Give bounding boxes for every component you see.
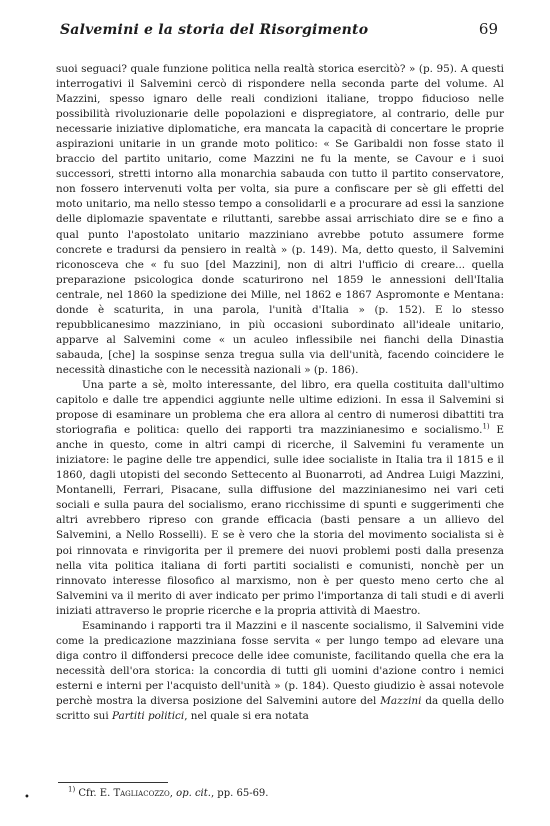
paragraph-2-text: Una parte a sè, molto interessante, del libro, era quella costituita dall'ultimo capitolo e dalle tre appendici aggiunte nelle ultime edizioni. In essa il Salvemini si propose di esaminare un problema che era allora al centro di numerosi dibattiti tra storiografia e politica: quello dei rapporti tra mazzinianesimo e socialismo. (56, 378, 504, 437)
page-header (60, 20, 498, 38)
paragraph-1-text: suoi seguaci? quale funzione politica nella realtà storica esercitò? » (p. 95). A questi interrogativi il Salvemini cercò di rispondere nella seconda parte del volume. Al Mazzini, spesso ignaro delle reali condizioni italiane, troppo fiducioso nelle possibilità rivoluzionarie delle popolazioni e dispregiatore, al contrario, delle pur necessarie iniziative diplomatiche, era mancata la capacità di concertare le proprie aspirazioni unitarie in un grande moto politico: « Se Garibaldi non fosse stato il braccio del partito unitario, come Mazzini ne fu la mente, se Cavour e i suoi successori, stretti intorno alla monarchia sabauda con tutto il partito conservatore, non fossero intervenuti volta per volta, sia pure a confiscare per sè gli effetti del moto unitario, ma nello stesso tempo a consolidarli e a procurare ad essi la sanzione delle diplomazie spaventate e riluttanti, sarebbe assai arrischiato dire se e fino a qual punto l'apostolato unitario mazziniano avrebbe potuto assumere forme concrete e tradursi da pensiero in realtà » (p. 149). Ma, detto questo, il Salvemini riconosceva che « fu suo [del Mazzini], non di altri l'ufficio di creare... quella preparazione psicologica donde scaturirono nel 1859 le annessioni dell'Italia centrale, nel 1860 la spedizione dei Mille, nel 1862 e 1867 Aspromonte e Mentana: donde è scaturita, in una parola, l'unità d'Italia » (p. 152). E lo stesso repubblicanesimo mazziniano, in più occasioni subordinato all'ideale unitario, apparve al Salvemini come « un aculeo inflessibile nei fianchi della Dinastia sabauda, [che] la sospinse senza tregua sulla via dell'unità, facendo coincidere le necessità dinastiche con le necessità nazionali » (p. 186). (56, 63, 504, 376)
body-text (56, 62, 504, 724)
footnote-pages: , pp. 65-69. (210, 788, 269, 799)
margin-mark: • (24, 792, 30, 803)
footnote-divider (58, 782, 168, 783)
footnote-ref[interactable]: 1) (482, 422, 490, 431)
paragraph-3-middle: da quella dello scritto sui (56, 694, 504, 723)
footnote-ref-text: op. cit. (176, 788, 211, 799)
italic-title-mazzini: Mazzini (380, 694, 422, 707)
page-number: 69 (478, 20, 498, 38)
footnote-prefix: Cfr. E. (78, 788, 111, 799)
paragraph-3-text: Esaminando i rapporti tra il Mazzini e il nascente socialismo, il Salvemini vide come la predicazione mazziniana fosse servita « per lungo tempo ad elevare una diga contro il diffondersi precoce delle idee comuniste, facilitando quella che era la necessità dell'ora storica: la concordia di tutti gli uomini d'azione contro i nemici esterni e interni per l'acquisto dell'unità » (p. 184). Questo giudizio è assai notevole perchè mostra la diversa posizione del Salvemini autore del (56, 619, 504, 707)
footnote (68, 785, 269, 799)
paragraph-2 (56, 378, 504, 619)
paragraph-3-end: , nel quale si era notata (184, 710, 309, 723)
italic-title-partiti: Partiti politici (112, 710, 185, 723)
footnote-marker: 1) (68, 785, 76, 794)
running-title: Salvemini e la storia del Risorgimento (60, 22, 369, 38)
paragraph-2-continuation: E anche in questo, come in altri campi di ricerche, il Salvemini fu veramente un iniziatore: le pagine delle tre appendici, sulle idee socialiste in Italia tra il 1815 e il 1860, dagli utopisti del secondo Settecento al Buonarroti, ad Andrea Luigi Mazzini, Montanelli, Ferrari, Pisacane, sulla diffusione del mazzinianesimo nei vari ceti sociali e sulla paura del socialismo, erano ricchissime di spunti e suggerimenti che altri avrebbero ripreso con grande efficacia (basti pensare a un allievo del Salvemini, a Nello Rosselli). E se è vero che la storia del movimento socialista si è poi rinnovata e rinvigorita per il premere dei nuovi problemi posti dalla presenza nella vita politica italiana di forti partiti socialisti e comunisti, nonchè per un rinnovato interesse filosofico al marxismo, non è per questo meno certo che al Salvemini va il merito di aver indicato per primo l'importanza di tali studi e di averli iniziati attraverso le proprie ricerche e la propria attività di Maestro. (56, 424, 504, 617)
footnote-comma: , (169, 788, 173, 799)
footnote-author: Tagliacozzo (113, 788, 170, 799)
paragraph-1 (56, 62, 504, 378)
paragraph-3 (56, 619, 504, 724)
